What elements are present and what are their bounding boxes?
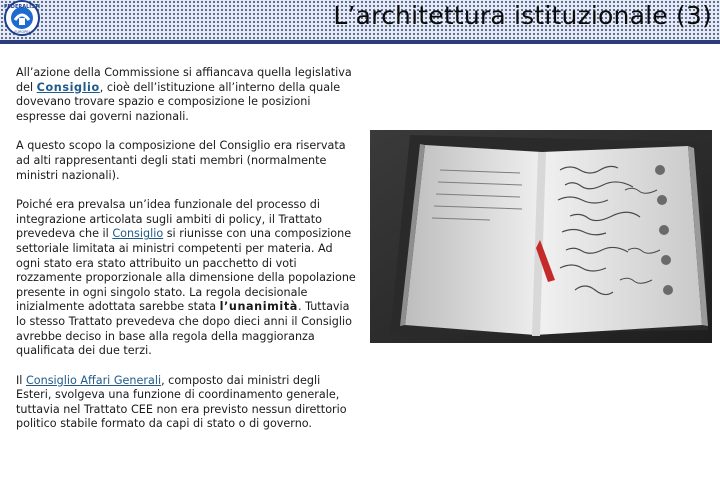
paragraph-1-text-a: All’azione della Commissione si affiancava quella legislativa del: [16, 66, 352, 94]
header-bar: [0, 0, 720, 44]
logo: [0, 0, 44, 38]
paragraph-4-text-b: , composto dai ministri degli Esteri, svolgeva una funzione di coordinamento generale, tuttavia nel Trattato CEE non era previsto nessun direttorio politico stabile formato da capi di stato o di governo.: [16, 373, 347, 431]
page-title: L’architettura istituzionale (3): [333, 1, 712, 30]
paragraph-3-text-a: Poiché era prevalsa un’idea funzionale del processo di integrazione articolata sugli ambiti di policy, il Trattato prevedeva che il: [16, 198, 322, 241]
svg-text:EUROPEI: EUROPEI: [14, 30, 30, 34]
paragraph-1-text-b: , cioè dell’istituzione all’interno della quale dovevano trovare spazio e composizione le posizioni espresse dai governi nazionali.: [16, 80, 341, 123]
paragraph-2: A questo scopo la composizione del Consiglio era riservata ad alti rappresentanti degli stati membri (normalmente ministri nazionali).: [16, 139, 346, 182]
link-consiglio[interactable]: Consiglio: [36, 80, 100, 94]
paragraph-3: [16, 198, 356, 359]
unanimita-text: l’unanimità: [219, 300, 298, 314]
treaty-document-photo: [370, 130, 712, 343]
paragraph-4: [16, 374, 356, 432]
link-consiglio-2[interactable]: Consiglio: [112, 227, 164, 241]
paragraph-3-text-c: . Tuttavia lo stesso Trattato prevedeva che dopo dieci anni il Consiglio avrebbe deciso in base alla regola della maggioranza qualificata dei due terzi.: [16, 300, 352, 358]
paragraph-4-text-a: Il: [16, 373, 26, 387]
paragraph-1: [16, 66, 356, 124]
svg-text:FEDERALISTI: FEDERALISTI: [3, 4, 41, 10]
body-text: [16, 66, 356, 447]
paragraph-3-text-b: si riunisse con una composizione settoriale limitata ai ministri competenti per materia. Ad ogni stato era stato attribuito un pacchetto di voti rozzamente proporzionale alla dimensione della popolazione presente in ogni singolo stato. La regola decisionale inizialmente adottata sarebbe stata: [16, 227, 356, 314]
link-consiglio-affari-generali[interactable]: Consiglio Affari Generali: [25, 373, 162, 387]
